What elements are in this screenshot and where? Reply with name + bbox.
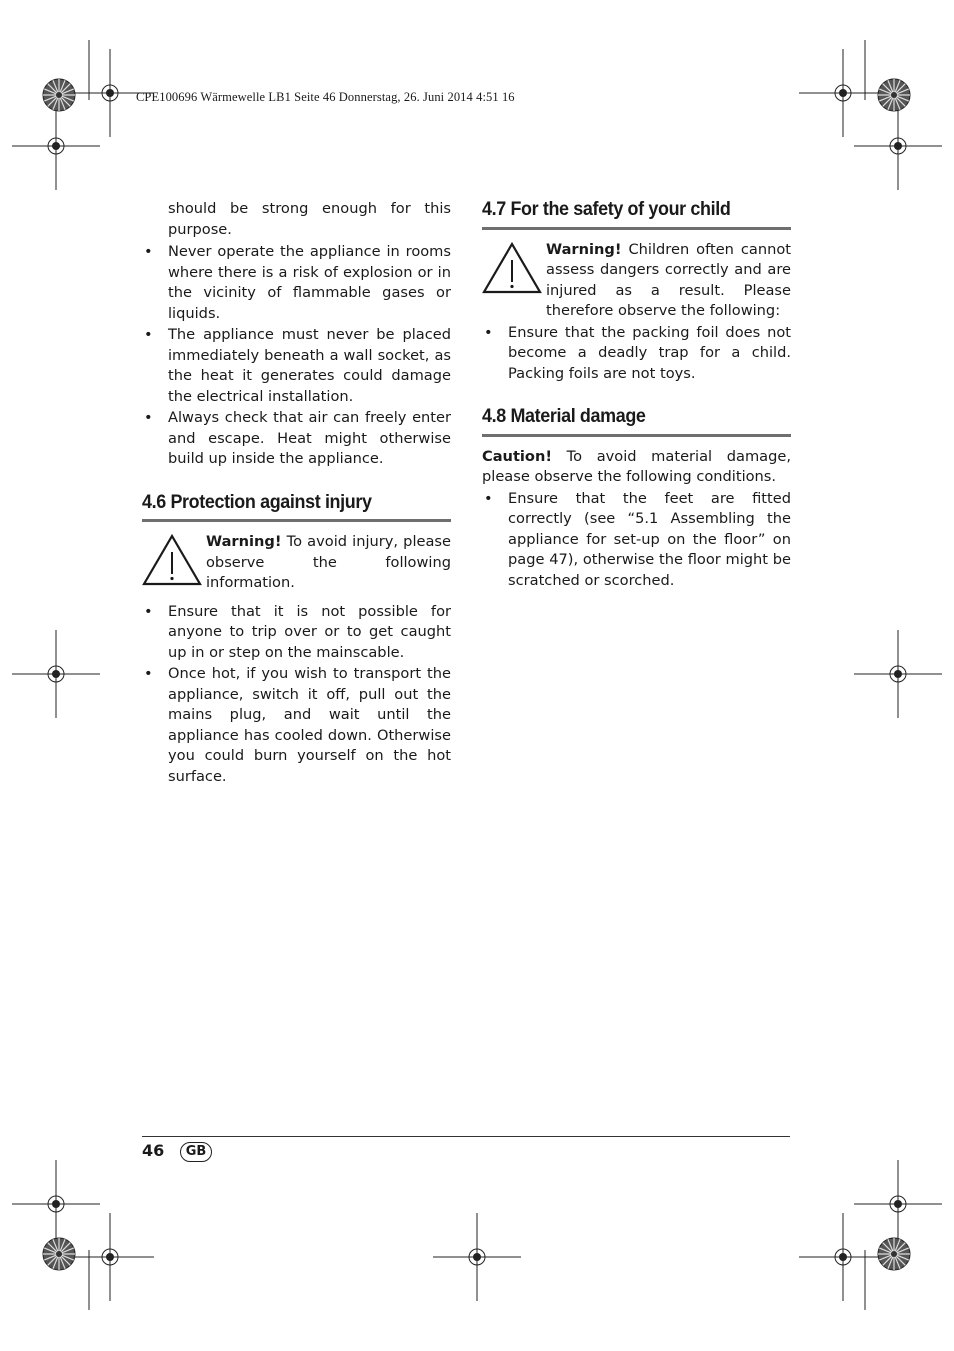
- bullet-glyph: •: [484, 489, 493, 507]
- list-item: • Ensure that the packing foil does not become a deadly trap for a child. Packing foils are not toys.: [484, 323, 791, 382]
- bullet-list-material: [482, 489, 791, 592]
- print-meta-line: CPE100696 Wärmewelle LB1 Seite 46 Donnerstag, 26. Juni 2014 4:51 16: [136, 90, 515, 104]
- lead-paragraph: should be strong enough for this purpose.: [168, 200, 451, 238]
- section-rule: [482, 434, 791, 437]
- warning-text: Warning! Children often cannot assess dangers correctly and are injured as a result. Please therefore observe the following:: [546, 240, 792, 319]
- bullet-glyph: •: [144, 326, 153, 343]
- list-item: • Ensure that it is not possible for anyone to trip over or to get caught up in or step on the mainscable.: [144, 602, 451, 661]
- section-rule: [482, 227, 791, 230]
- left-column: [142, 199, 451, 788]
- list-item: • Never operate the appliance in rooms where there is a risk of explosion or in the vicinity of flammable gases or liquids.: [144, 243, 451, 322]
- page-number: 46: [142, 1141, 165, 1160]
- list-item: • The appliance must never be placed immediately beneath a wall socket, as the heat it generates could damage the electrical installation.: [144, 326, 451, 405]
- section-material-damage: [482, 406, 791, 591]
- section-rule: [142, 519, 451, 522]
- section-child-safety: [482, 199, 791, 384]
- language-badge: GB: [180, 1142, 212, 1162]
- section-protection-injury: [142, 492, 451, 788]
- section-heading: 4.6 Protection against injury: [142, 490, 372, 513]
- warning-text: Warning! To avoid injury, please observe the following information.: [206, 533, 452, 591]
- bullet-list-top: [142, 242, 451, 470]
- list-item: • Always check that air can freely enter and escape. Heat might otherwise build up inside the appliance.: [144, 409, 451, 467]
- bullet-glyph: •: [144, 602, 153, 620]
- bullet-list-child: [482, 323, 791, 385]
- bullet-glyph: •: [144, 409, 153, 426]
- section-heading: 4.7 For the safety of your child: [482, 198, 731, 220]
- warning-label: Warning!: [206, 533, 282, 550]
- bullet-glyph: •: [144, 665, 153, 682]
- warning-triangle-icon: [142, 532, 206, 588]
- caution-label: Caution!: [482, 447, 552, 465]
- caution-paragraph: Caution! To avoid material damage, please observe the following conditions.: [482, 447, 792, 485]
- bullet-glyph: •: [144, 243, 153, 260]
- warning-block: [142, 532, 451, 594]
- list-item: • Once hot, if you wish to transport the appliance, switch it off, pull out the mains plug, and wait until the appliance has cooled down. Otherwise you could burn yourself on the hot surface.: [144, 665, 451, 785]
- bullet-list-injury: [142, 602, 451, 788]
- section-heading: 4.8 Material damage: [482, 405, 646, 427]
- warning-triangle-icon: [482, 240, 546, 296]
- bullet-glyph: •: [484, 323, 493, 341]
- warning-block: [482, 240, 791, 322]
- warning-label: Warning!: [546, 240, 622, 258]
- right-column: [482, 199, 791, 592]
- list-item: • Ensure that the feet are fitted correctly (see “5.1 Assembling the appliance for set-up on the floor” on page 47), otherwise the floor might be scratched or scorched.: [484, 489, 791, 589]
- footer-rule: [142, 1136, 790, 1137]
